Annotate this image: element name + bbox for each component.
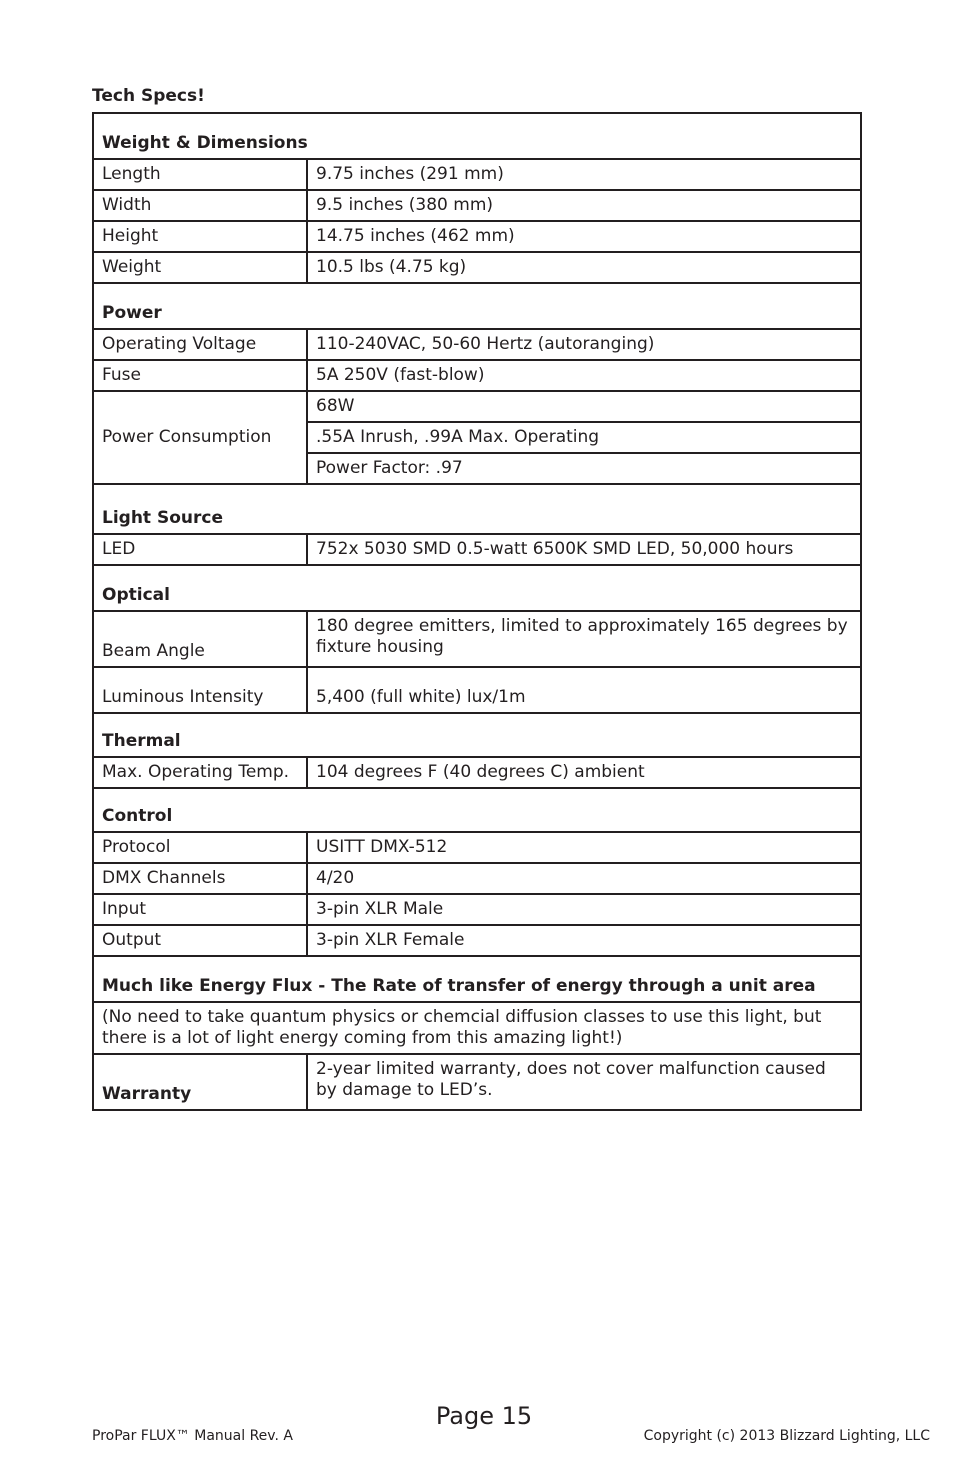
section-header — [93, 565, 861, 611]
spec-label: Length — [93, 159, 307, 190]
spec-label: Protocol — [93, 832, 307, 863]
spec-value: 9.75 inches (291 mm) — [307, 159, 861, 190]
section-header — [93, 713, 861, 757]
spec-label: Height — [93, 221, 307, 252]
spec-value: 14.75 inches (462 mm) — [307, 221, 861, 252]
table-row — [93, 360, 861, 391]
table-row — [93, 894, 861, 925]
table-row — [93, 391, 861, 422]
table-row — [93, 329, 861, 360]
page-title: Tech Specs! — [92, 86, 205, 106]
spec-value: .55A Inrush, .99A Max. Operating — [307, 422, 861, 453]
spec-value: 110-240VAC, 50-60 Hertz (autoranging) — [307, 329, 861, 360]
spec-value: 3-pin XLR Male — [307, 894, 861, 925]
table-row — [93, 863, 861, 894]
spec-value: Power Factor: .97 — [307, 453, 861, 484]
warranty-value: 2-year limited warranty, does not cover malfunction caused by damage to LED’s. — [307, 1054, 861, 1110]
spec-value: 9.5 inches (380 mm) — [307, 190, 861, 221]
table-row — [93, 757, 861, 788]
section-title-power: Power — [93, 283, 861, 329]
table-row — [93, 221, 861, 252]
spec-value: 5,400 (full white) lux/1m — [307, 667, 861, 713]
spec-label: Beam Angle — [93, 611, 307, 667]
page-number: Page 15 — [435, 1402, 533, 1430]
spec-value: 5A 250V (fast-blow) — [307, 360, 861, 391]
spec-label: Power Consumption — [93, 391, 307, 484]
section-title-thermal: Thermal — [93, 713, 861, 757]
spec-value: 4/20 — [307, 863, 861, 894]
spec-label: Weight — [93, 252, 307, 283]
spec-value: 68W — [307, 391, 861, 422]
section-title-light-source: Light Source — [93, 484, 861, 534]
spec-value: 180 degree emitters, limited to approximately 165 degrees by fixture housing — [307, 611, 861, 667]
spec-label: Input — [93, 894, 307, 925]
section-header — [93, 956, 861, 1002]
section-title-flux: Much like Energy Flux - The Rate of transfer of energy through a unit area — [93, 956, 861, 1002]
section-title-weight-dimensions: Weight & Dimensions — [93, 113, 861, 159]
table-row — [93, 159, 861, 190]
table-row — [93, 534, 861, 565]
spec-value: 752x 5030 SMD 0.5-watt 6500K SMD LED, 50,000 hours — [307, 534, 861, 565]
tech-specs-table — [92, 112, 862, 1111]
footer-copyright: Copyright (c) 2013 Blizzard Lighting, LLC — [643, 1428, 930, 1444]
section-header — [93, 788, 861, 832]
spec-value: 3-pin XLR Female — [307, 925, 861, 956]
section-title-control: Control — [93, 788, 861, 832]
table-row — [93, 611, 861, 667]
spec-label: Operating Voltage — [93, 329, 307, 360]
table-row — [93, 925, 861, 956]
spec-label: LED — [93, 534, 307, 565]
spec-value: 10.5 lbs (4.75 kg) — [307, 252, 861, 283]
spec-label: Luminous Intensity — [93, 667, 307, 713]
spec-value: USITT DMX-512 — [307, 832, 861, 863]
section-header — [93, 283, 861, 329]
table-row — [93, 1002, 861, 1054]
spec-label: Max. Operating Temp. — [93, 757, 307, 788]
table-row — [93, 667, 861, 713]
table-row — [93, 832, 861, 863]
flux-note: (No need to take quantum physics or chemcial diffusion classes to use this light, but there is a lot of light energy coming from this amazing light!) — [93, 1002, 861, 1054]
spec-value: 104 degrees F (40 degrees C) ambient — [307, 757, 861, 788]
spec-label: DMX Channels — [93, 863, 307, 894]
warranty-label: Warranty — [93, 1054, 307, 1110]
spec-label: Fuse — [93, 360, 307, 391]
table-row — [93, 190, 861, 221]
section-header — [93, 113, 861, 159]
spec-label: Width — [93, 190, 307, 221]
spec-label: Output — [93, 925, 307, 956]
section-title-optical: Optical — [93, 565, 861, 611]
table-row — [93, 1054, 861, 1110]
footer-manual-title: ProPar FLUX™ Manual Rev. A — [92, 1428, 293, 1444]
table-row — [93, 252, 861, 283]
section-header — [93, 484, 861, 534]
